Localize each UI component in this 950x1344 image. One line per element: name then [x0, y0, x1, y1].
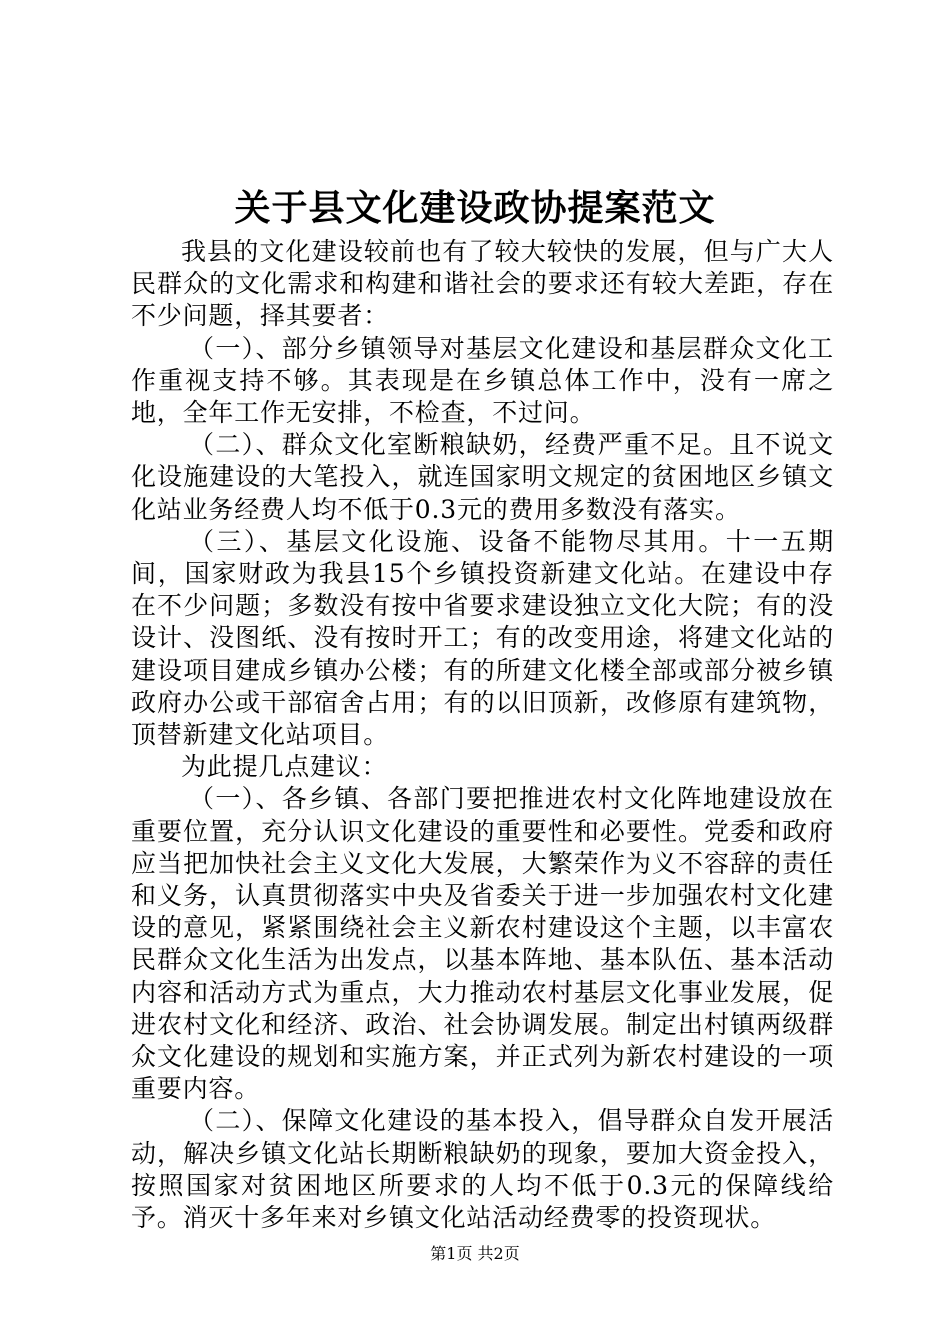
paragraph-problem-1: （一）、部分乡镇领导对基层文化建设和基层群众文化工作重视支持不够。其表现是在乡镇总体工作中，没有一席之地，全年工作无安排，不检查，不过问。 — [131, 333, 834, 428]
paragraph-intro: 我县的文化建设较前也有了较大较快的发展，但与广大人民群众的文化需求和构建和谐社会的要求还有较大差距，存在不少问题，择其要者： — [131, 237, 834, 331]
document-title: 关于县文化建设政协提案范文 — [234, 187, 716, 229]
paragraph-problem-3: （三）、基层文化设施、设备不能物尽其用。十一五期间，国家财政为我县15个乡镇投资新建文化站。在建设中存在不少问题；多数没有按中省要求建设独立文化大院；有的没设计、没图纸、没有按时开工；有的改变用途，将建文化站的建设项目建成乡镇办公楼；有的所建文化楼全部或部分被乡镇政府办公或干部宿舍占用；有的以旧顶新，改修原有建筑物，顶替新建文化站项目。 — [131, 526, 834, 750]
page-number-footer: 第1页 共2页 — [430, 1244, 520, 1263]
paragraph-suggestion-1: （一）、各乡镇、各部门要把推进农村文化阵地建设放在重要位置，充分认识文化建设的重要性和必要性。党委和政府应当把加快社会主义文化大发展，大繁荣作为义不容辞的责任和义务，认真贯彻落实中央及省委关于进一步加强农村文化建设的意见，紧紧围绕社会主义新农村建设这个主题，以丰富农民群众文化生活为出发点，以基本阵地、基本队伍、基本活动内容和活动方式为重点，大力推动农村基层文化事业发展，促进农村文化和经济、政治、社会协调发展。制定出村镇两级群众文化建设的规划和实施方案，并正式列为新农村建设的一项重要内容。 — [131, 784, 834, 1104]
paragraph-suggestions-heading: 为此提几点建议： — [181, 752, 388, 782]
paragraph-suggestion-2: （二）、保障文化建设的基本投入，倡导群众自发开展活动，解决乡镇文化站长期断粮缺奶的现象，要加大资金投入，按照国家对贫困地区所要求的人均不低于0.3元的保障线给予。消灭十多年来对乡镇文化站活动经费零的投资现状。 — [131, 1106, 834, 1233]
paragraph-problem-2: （二）、群众文化室断粮缺奶，经费严重不足。且不说文化设施建设的大笔投入，就连国家明文规定的贫困地区乡镇文化站业务经费人均不低于0.3元的费用多数没有落实。 — [131, 430, 834, 524]
document-body — [131, 236, 834, 1234]
